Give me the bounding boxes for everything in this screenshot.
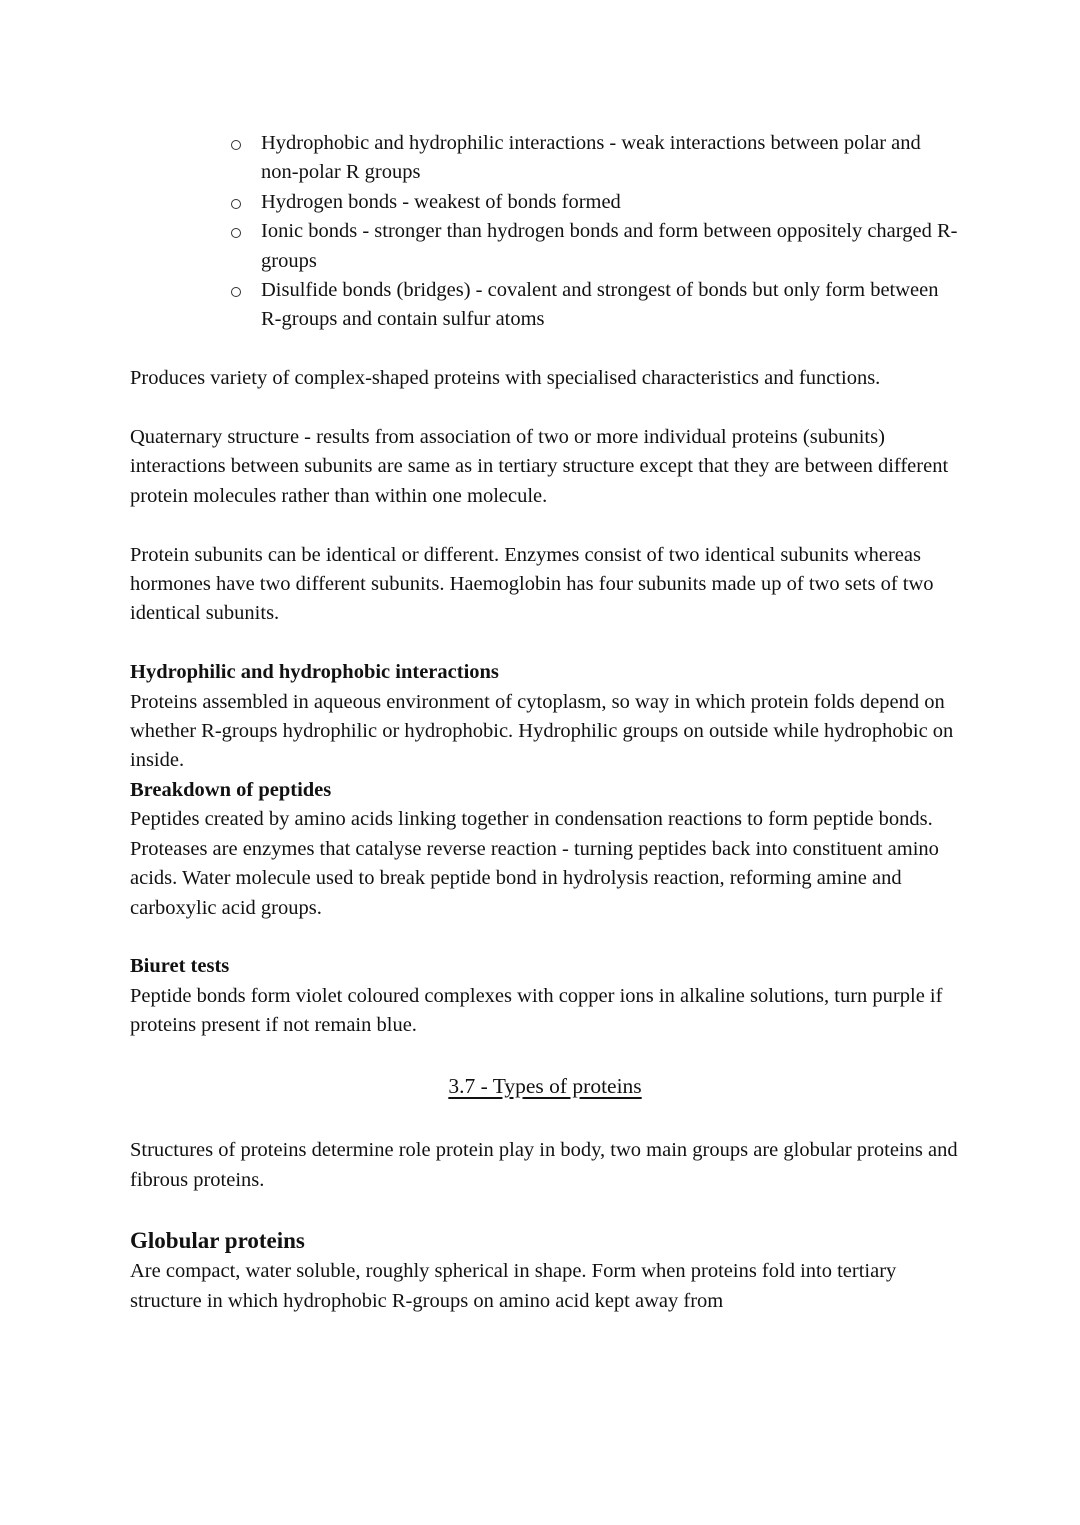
spacer	[130, 394, 960, 423]
paragraph-globular-proteins: Are compact, water soluble, roughly spherical in shape. Form when proteins fold into tertiary structure in which hydrophobic R-groups on amino acid kept away from	[130, 1260, 897, 1312]
spacer	[130, 1103, 960, 1136]
paragraph-types-intro: Structures of proteins determine role protein play in body, two main groups are globular proteins and fibrous proteins.	[130, 1139, 958, 1191]
paragraph-protein-subunits: Protein subunits can be identical or different. Enzymes consist of two identical subunits whereas hormones have two different subunits. Haemoglobin has four subunits made up of two sets of two identical subunits.	[130, 543, 934, 625]
paragraph-quaternary-structure: Quaternary structure - results from association of two or more individual proteins (subunits) interactions between subunits are same as in tertiary structure except that they are between different protein molecules rather than within one molecule.	[130, 426, 949, 507]
paragraph-produces: Produces variety of complex-shaped proteins with specialised characteristics and functions.	[130, 367, 881, 390]
heading-hydrophilic-interactions: Hydrophilic and hydrophobic interactions	[130, 661, 499, 684]
section-title-types-of-proteins: 3.7 - Types of proteins	[448, 1073, 642, 1098]
spacer	[130, 1041, 960, 1070]
list-item-text: Ionic bonds - stronger than hydrogen bonds and form between oppositely charged R-groups	[261, 220, 958, 272]
list-item	[261, 129, 960, 188]
list-item	[261, 276, 960, 335]
spacer	[130, 335, 960, 364]
list-item-text: Disulfide bonds (bridges) - covalent and strongest of bonds but only form between R-groups and contain sulfur atoms	[261, 279, 939, 331]
paragraph-biuret-tests: Peptide bonds form violet coloured complexes with copper ions in alkaline solutions, turn purple if proteins present if not remain blue.	[130, 984, 943, 1037]
heading-breakdown-of-peptides: Breakdown of peptides	[130, 778, 332, 801]
document-page	[130, 129, 960, 1316]
list-item	[261, 217, 960, 276]
spacer	[130, 1195, 960, 1225]
list-item	[261, 188, 960, 217]
spacer	[130, 511, 960, 540]
heading-biuret-tests: Biuret tests	[130, 955, 230, 978]
paragraph-hydrophilic-interactions: Proteins assembled in aqueous environment of cytoplasm, so way in which protein folds depend on whether R-groups hydrophilic or hydrophobic. Hydrophilic groups on outside while hydrophobic on inside.	[130, 690, 954, 772]
spacer	[130, 629, 960, 658]
paragraph-breakdown-of-peptides: Peptides created by amino acids linking together in condensation reactions to form peptide bonds. Proteases are enzymes that catalyse reverse reaction - turning peptides back into constituent amino acids. Water molecule used to break peptide bond in hydrolysis reaction, reforming amine and carboxylic acid groups.	[130, 808, 939, 919]
bond-types-list	[130, 129, 960, 335]
list-item-text: Hydrogen bonds - weakest of bonds formed	[261, 190, 621, 213]
spacer	[130, 923, 960, 952]
list-item-text: Hydrophobic and hydrophilic interactions - weak interactions between polar and non-polar R groups	[261, 132, 921, 184]
heading-globular-proteins: Globular proteins	[130, 1228, 305, 1254]
